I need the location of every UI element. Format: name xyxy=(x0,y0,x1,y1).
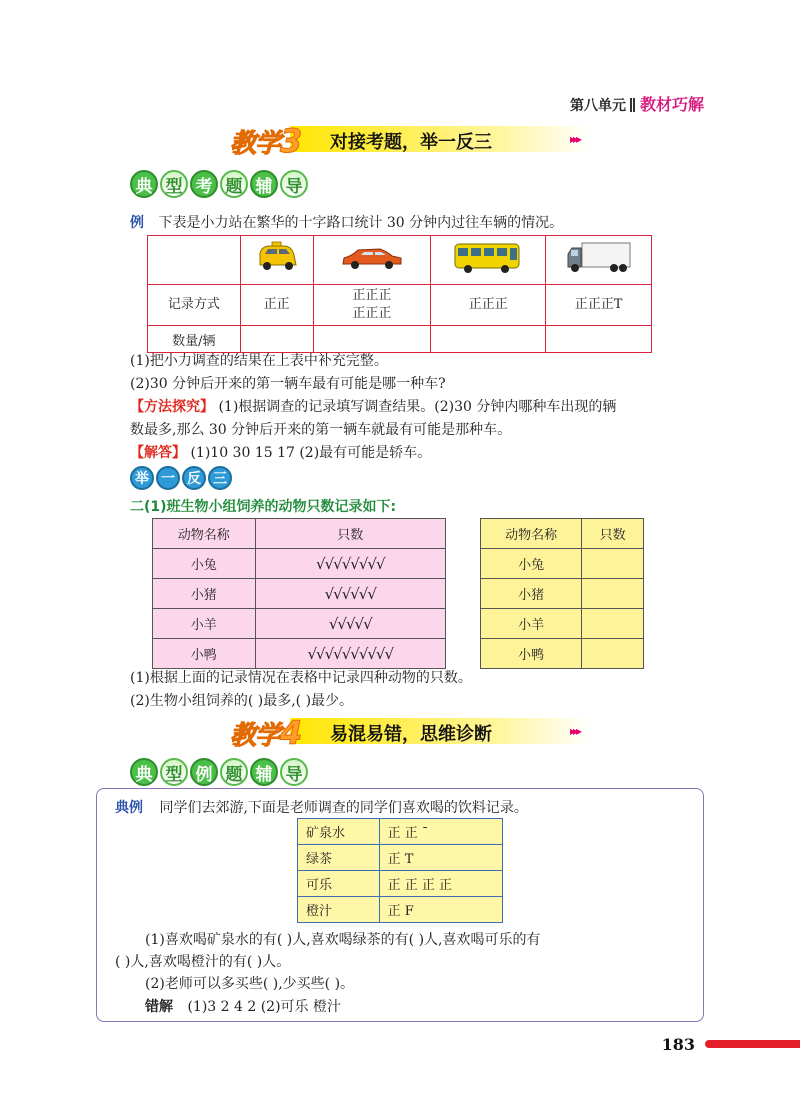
animal-name: 小鸭 xyxy=(153,639,256,669)
banner-number: 4 xyxy=(280,714,302,752)
taxi-count-blank xyxy=(240,326,313,353)
answer-text: (1)10 30 15 17 (2)最有可能是轿车。 xyxy=(190,445,432,461)
example1-question-1: (1)把小力调查的结果在上表中补充完整。 xyxy=(130,353,388,369)
taxi-record: 正正 xyxy=(240,285,313,326)
page-number: 183 xyxy=(661,1035,695,1054)
sedan-record-line1: 正正正 xyxy=(352,288,392,303)
count-blank xyxy=(582,609,644,639)
example2-intro xyxy=(115,797,528,817)
animal-ticks: √√√√√√√√ xyxy=(255,549,445,579)
example-label: 例 xyxy=(130,215,144,231)
label-char: 辅 xyxy=(250,758,278,786)
label-char: 型 xyxy=(160,758,188,786)
wrong-label: 错解 xyxy=(145,999,173,1015)
label-char: 导 xyxy=(280,170,308,198)
example-text: 下表是小力站在繁华的十字路口统计 30 分钟内过往车辆的情况。 xyxy=(158,215,564,231)
drink-marks: 正 T xyxy=(379,845,502,871)
animal-ticks: √√√√√√√√√√ xyxy=(255,639,445,669)
method-text: (1)根据调查的记录填写调查结果。(2)30 分钟内哪种车出现的辆 xyxy=(218,399,617,415)
label-char: 辅 xyxy=(250,170,278,198)
drink-marks: 正 F xyxy=(379,897,502,923)
banner-tag-text: 教学 xyxy=(230,129,281,159)
label-char: 典 xyxy=(130,170,158,198)
practice-label xyxy=(130,466,232,490)
animal-name: 小鸭 xyxy=(481,639,582,669)
truck-icon xyxy=(566,241,632,275)
banner-title: 对接考题，举一反三 xyxy=(330,132,492,153)
banner-tag xyxy=(230,122,301,160)
label-char: 典 xyxy=(130,758,158,786)
answer-label: 【解答】 xyxy=(130,445,186,461)
label-char: 导 xyxy=(280,758,308,786)
label-char: 例 xyxy=(190,758,218,786)
section-banner-4 xyxy=(230,714,602,750)
count-blank xyxy=(582,549,644,579)
animal-name: 小羊 xyxy=(153,609,256,639)
label-char: 一 xyxy=(156,466,180,490)
example-text: 同学们去郊游,下面是老师调查的同学们喜欢喝的饮料记录。 xyxy=(159,800,528,816)
wrong-text: (1)3 2 4 2 (2)可乐 橙汁 xyxy=(187,999,341,1015)
taxi-cell xyxy=(240,236,313,285)
label-char: 反 xyxy=(182,466,206,490)
page-bar xyxy=(705,1040,800,1048)
col-animal-name: 动物名称 xyxy=(153,519,256,549)
exercise-question-2: (2)生物小组饲养的( )最多,( )最少。 xyxy=(130,693,354,709)
bus-count-blank xyxy=(431,326,546,353)
example-label: 典例 xyxy=(115,800,143,816)
count-label: 数量/辆 xyxy=(148,326,241,353)
sedan-count-blank xyxy=(313,326,431,353)
arrows-icon: ▸▸▸ xyxy=(570,724,580,738)
arrows-icon: ▸▸▸ xyxy=(570,132,580,146)
sedan-record-line2: 正正正 xyxy=(352,306,392,321)
drink-name: 矿泉水 xyxy=(298,819,380,845)
answer-line xyxy=(130,442,431,462)
sedan-record xyxy=(313,285,431,326)
record-method-label: 记录方式 xyxy=(148,285,241,326)
label-char: 三 xyxy=(208,466,232,490)
count-blank xyxy=(582,639,644,669)
col-count: 只数 xyxy=(582,519,644,549)
example1-question-2: (2)30 分钟后开来的第一辆车最有可能是哪一种车? xyxy=(130,376,446,392)
empty-cell xyxy=(148,236,241,285)
exercise-question-1: (1)根据上面的记录情况在表格中记录四种动物的只数。 xyxy=(130,670,472,686)
wrong-answer xyxy=(145,996,341,1016)
label-char: 题 xyxy=(220,758,248,786)
drink-marks: 正 正 ¯ xyxy=(379,819,502,845)
method-text-2: 数最多,那么 30 分钟后开来的第一辆车就最有可能是那种车。 xyxy=(130,422,512,438)
unit-label: 第八单元 xyxy=(569,98,626,114)
animal-ticks: √√√√√√ xyxy=(255,579,445,609)
truck-record: 正正正T xyxy=(546,285,652,326)
animal-name: 小羊 xyxy=(481,609,582,639)
bus-record: 正正正 xyxy=(431,285,546,326)
banner-title: 易混易错，思维诊断 xyxy=(330,724,492,745)
banner-tag xyxy=(230,714,301,752)
drink-name: 可乐 xyxy=(298,871,380,897)
animal-count-table xyxy=(480,518,644,669)
label-char: 考 xyxy=(190,170,218,198)
banner-number: 3 xyxy=(280,122,302,160)
exercise-intro: 二(1)班生物小组饲养的动物只数记录如下: xyxy=(130,499,397,515)
sedan-icon xyxy=(340,244,404,272)
section-banner-3 xyxy=(230,122,602,158)
truck-count-blank xyxy=(546,326,652,353)
animal-name: 小猪 xyxy=(481,579,582,609)
taxi-icon xyxy=(255,241,299,275)
label-char: 题 xyxy=(220,170,248,198)
example1-intro xyxy=(130,212,563,232)
method-label: 【方法探究】 xyxy=(130,399,214,415)
example2-question-1b: ( )人,喜欢喝橙汁的有( )人。 xyxy=(115,954,291,970)
col-animal-name: 动物名称 xyxy=(481,519,582,549)
sedan-cell xyxy=(313,236,431,285)
animal-tick-table xyxy=(152,518,446,669)
animal-name: 小兔 xyxy=(481,549,582,579)
section-label-typical-exam xyxy=(130,170,308,198)
drink-name: 橙汁 xyxy=(298,897,380,923)
animal-name: 小猪 xyxy=(153,579,256,609)
animal-ticks: √√√√√ xyxy=(255,609,445,639)
truck-cell xyxy=(546,236,652,285)
label-char: 型 xyxy=(160,170,188,198)
col-count: 只数 xyxy=(255,519,445,549)
header-separator xyxy=(630,98,632,112)
bus-icon xyxy=(453,241,523,275)
section-label-typical-example xyxy=(130,758,308,786)
animal-name: 小兔 xyxy=(153,549,256,579)
drink-table xyxy=(297,818,503,923)
bus-cell xyxy=(431,236,546,285)
example2-question-2: (2)老师可以多买些( ),少买些( )。 xyxy=(145,976,355,992)
drink-name: 绿茶 xyxy=(298,845,380,871)
count-blank xyxy=(582,579,644,609)
drink-marks: 正 正 正 正 xyxy=(379,871,502,897)
banner-tag-text: 教学 xyxy=(230,721,281,751)
book-title: 教材巧解 xyxy=(639,95,704,114)
method-explore xyxy=(130,396,616,416)
vehicle-table xyxy=(147,235,652,353)
label-char: 举 xyxy=(130,466,154,490)
chapter-header xyxy=(570,92,704,115)
example2-question-1a: (1)喜欢喝矿泉水的有( )人,喜欢喝绿茶的有( )人,喜欢喝可乐的有 xyxy=(145,932,541,948)
